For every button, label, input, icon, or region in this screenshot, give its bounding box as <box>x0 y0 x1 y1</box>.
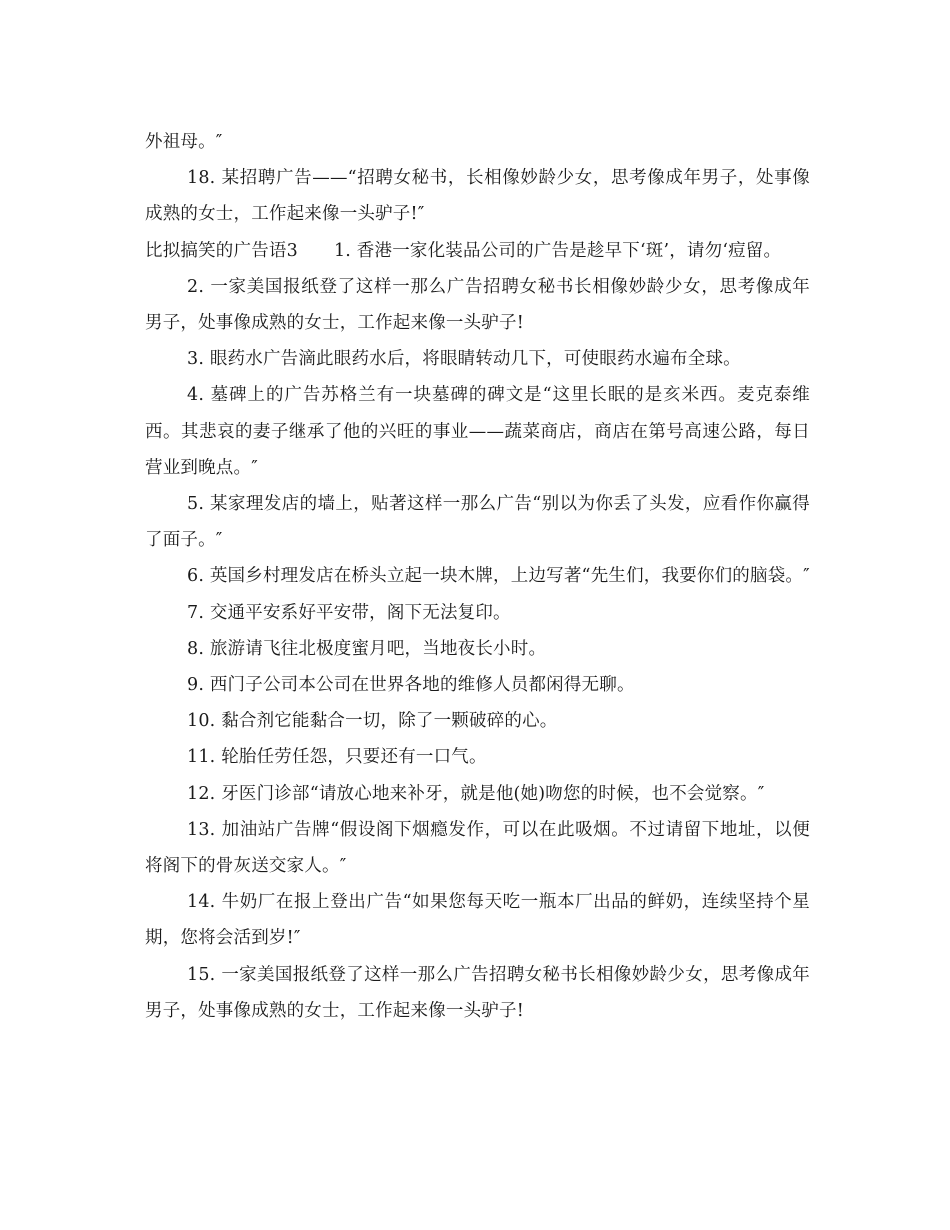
list-item-8: 8. 旅游请飞往北极度蜜月吧，当地夜长小时。 <box>187 638 547 659</box>
lead-paragraph: 外祖母。″ <box>145 132 223 152</box>
list-item-11: 11. 轮胎任劳任怨，只要还有一口气。 <box>187 747 487 768</box>
list-item-13: 13. 加油站广告牌“假设阁下烟瘾发作，可以在此吸烟。不过请留下地址，以便将阁下的骨灰送交家人。″ <box>145 819 810 877</box>
section-heading: 比拟搞笑的广告语3 <box>145 240 298 261</box>
list-item-15: 15. 一家美国报纸登了这样一那么广告招聘女秘书长相像妙龄少女，思考像成年男子，处事像成熟的女士，工作起来像一头驴子! <box>145 964 810 1021</box>
document-body <box>145 124 810 1029</box>
list-item-14: 14. 牛奶厂在报上登出广告“如果您每天吃一瓶本厂出品的鲜奶，连续坚持个星期，您将会活到岁!″ <box>145 892 810 949</box>
list-item-9: 9. 西门子公司本公司在世界各地的维修人员都闲得无聊。 <box>187 675 635 696</box>
list-item-10: 10. 黏合剂它能黏合一切，除了一颗破碎的心。 <box>187 711 558 732</box>
list-item-4: 4. 墓碑上的广告苏格兰有一块墓碑的碑文是“这里长眠的是亥米西。麦克泰维西。其悲哀的妻子继承了他的兴旺的事业——蔬菜商店，商店在第号高速公路，每日营业到晚点。″ <box>145 385 810 478</box>
list-item-6: 6. 英国乡村理发店在桥头立起一块木牌，上边写著“先生们，我要你们的脑袋。″ <box>187 566 810 587</box>
list-item-3: 3. 眼药水广告滴此眼药水后，将眼睛转动几下，可使眼药水遍布全球。 <box>187 349 741 370</box>
section-heading-line <box>145 233 810 269</box>
list-item-1: 1. 香港一家化装品公司的广告是趁早下‘斑’，请勿‘痘留。 <box>333 240 782 261</box>
list-item-2: 2. 一家美国报纸登了这样一那么广告招聘女秘书长相像妙龄少女，思考像成年男子，处事像成熟的女士，工作起来像一头驴子! <box>145 276 810 334</box>
list-item-12: 12. 牙医门诊部“请放心地来补牙，就是他(她)吻您的时候，也不会觉察。″ <box>187 783 765 804</box>
list-item-7: 7. 交通平安系好平安带，阁下无法复印。 <box>187 602 511 623</box>
list-item-18: 18. 某招聘广告——“招聘女秘书，长相像妙龄少女，思考像成年男子，处事像成熟的女士，工作起来像一头驴子!″ <box>145 168 810 225</box>
list-item-5: 5. 某家理发店的墙上，贴著这样一那么广告“别以为你丢了头发，应看作你赢得了面子。″ <box>145 494 810 551</box>
